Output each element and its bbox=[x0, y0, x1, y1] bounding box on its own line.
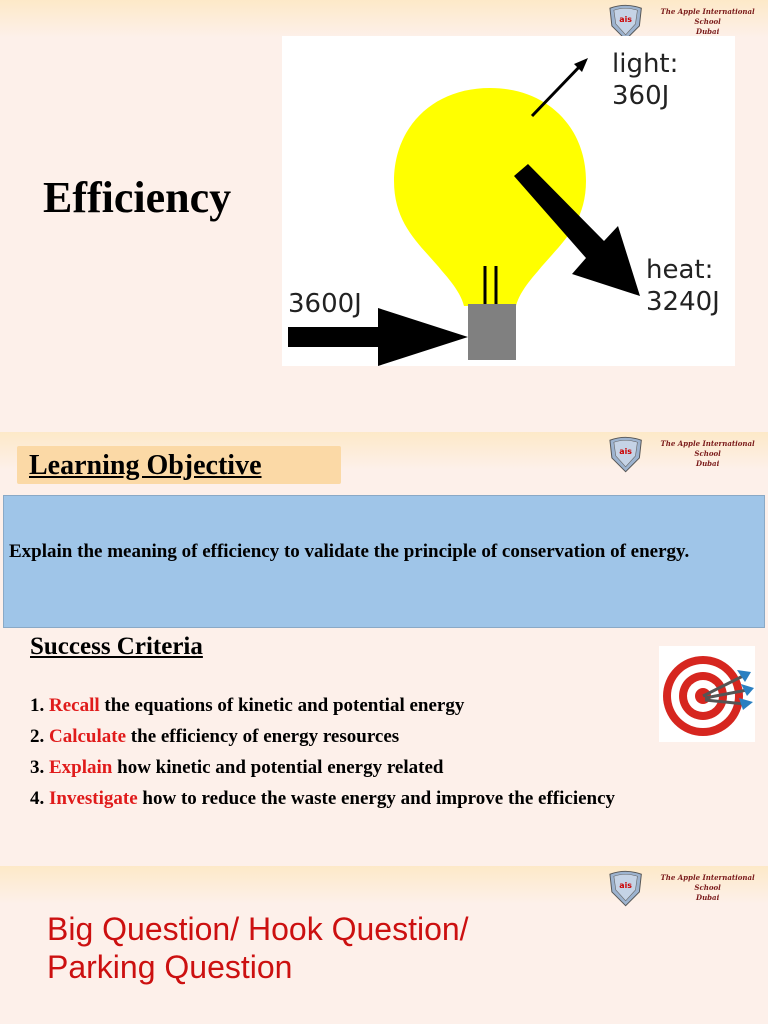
school-logo bbox=[606, 868, 768, 908]
svg-text:ais: ais bbox=[619, 447, 632, 456]
heat-value: 3240J bbox=[646, 287, 720, 317]
criterion-number: 2. bbox=[30, 726, 45, 747]
criterion-verb: Investigate bbox=[49, 788, 138, 809]
heat-label-text: heat: bbox=[646, 255, 714, 285]
criterion-number: 4. bbox=[30, 788, 45, 809]
learning-objective-banner bbox=[17, 446, 341, 484]
success-criteria-title: Success Criteria bbox=[30, 633, 203, 660]
criterion-verb: Explain bbox=[49, 757, 113, 778]
light-arrow bbox=[532, 64, 582, 116]
criterion-item bbox=[30, 690, 670, 721]
criterion-text: how to reduce the waste energy and improve the efficiency bbox=[142, 788, 616, 809]
objective-text: Explain the meaning of efficiency to validate the principle of conservation of energy. bbox=[9, 541, 690, 562]
criterion-verb: Recall bbox=[49, 695, 100, 716]
light-label bbox=[612, 48, 678, 112]
criterion-item bbox=[30, 721, 670, 752]
school-name-line1: The Apple International School bbox=[660, 873, 755, 892]
dartboard-icon bbox=[659, 646, 755, 742]
bulb-diagram bbox=[282, 36, 735, 366]
criteria-list bbox=[30, 690, 670, 814]
school-crest-icon bbox=[606, 434, 645, 474]
criterion-item bbox=[30, 752, 670, 783]
input-label: 3600J bbox=[288, 289, 362, 319]
slide-title: Efficiency bbox=[43, 173, 232, 222]
objective-box bbox=[3, 495, 765, 628]
criterion-text: the efficiency of energy resources bbox=[130, 726, 400, 747]
learning-objective-title: Learning Objective bbox=[29, 450, 262, 481]
slide-big-question bbox=[0, 866, 768, 1024]
big-question-line1: Big Question/ Hook Question/ bbox=[47, 911, 469, 947]
school-name-line1: The Apple International School bbox=[660, 7, 755, 26]
school-name-line2: Dubai bbox=[696, 893, 720, 902]
criterion-text: how kinetic and potential energy related bbox=[117, 757, 444, 778]
school-logo bbox=[606, 434, 768, 474]
svg-text:ais: ais bbox=[619, 881, 632, 890]
target-icon bbox=[659, 646, 755, 742]
criterion-item bbox=[30, 783, 670, 814]
light-label-text: light: bbox=[612, 49, 679, 79]
school-name-line1: The Apple International School bbox=[660, 439, 755, 458]
school-name-line2: Dubai bbox=[696, 27, 720, 36]
school-name bbox=[647, 439, 768, 469]
bulb-base bbox=[468, 304, 516, 360]
school-name bbox=[647, 873, 768, 903]
criterion-number: 1. bbox=[30, 695, 45, 716]
school-crest-icon bbox=[606, 868, 645, 908]
criterion-number: 3. bbox=[30, 757, 45, 778]
big-question-line2: Parking Question bbox=[47, 949, 293, 985]
school-name-line2: Dubai bbox=[696, 459, 720, 468]
svg-text:ais: ais bbox=[619, 15, 632, 24]
criterion-text: the equations of kinetic and potential energy bbox=[104, 695, 465, 716]
criterion-verb: Calculate bbox=[49, 726, 127, 747]
slide-efficiency bbox=[0, 0, 768, 430]
heat-label bbox=[646, 254, 720, 318]
school-name bbox=[647, 7, 768, 37]
big-question bbox=[47, 910, 469, 986]
slide-learning-objective bbox=[0, 432, 768, 864]
light-value: 360J bbox=[612, 81, 670, 111]
